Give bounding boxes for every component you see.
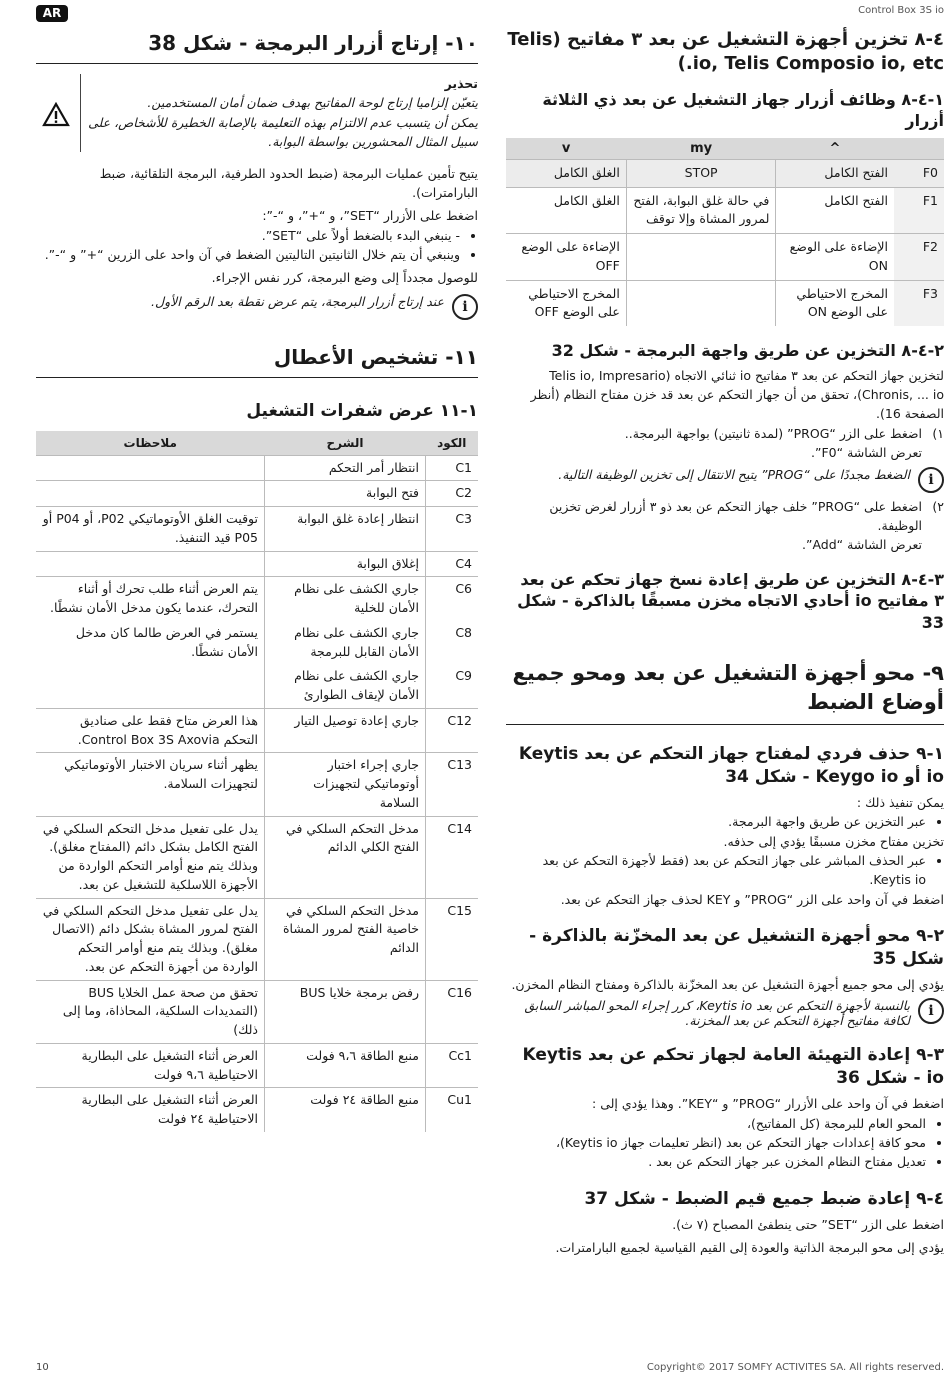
explanation-cell: مدخل التحكم السلكي في خاصية الفتح لمرور المشاة الدائم xyxy=(265,898,426,980)
explanation-cell: جاري إجراء اختبار أوتوماتيكي لتجهيزات السلامة xyxy=(265,753,426,816)
steps-8-4-2 xyxy=(506,424,944,463)
up-button-cell: المخرج الاحتياطي على الوضع ON xyxy=(776,280,894,326)
explanation-cell: رفض برمجة خلايا BUS xyxy=(265,980,426,1043)
list-item: • تعديل مفتاح النظام المخزن عبر جهاز التحكم عن بعد . xyxy=(506,1152,926,1171)
column-header-my: my xyxy=(626,138,776,160)
remote-buttons-table xyxy=(506,138,944,326)
table-row xyxy=(506,234,944,281)
info-note-text: عند إرتاج أزرار البرمجة، يتم عرض نقطة بعد الرقم الأول. xyxy=(151,293,444,309)
notes-cell: تحقق من صحة عمل الخلايا BUS (التمديدات السلكية، المحاذاة، وما إلى ذلك) xyxy=(36,980,265,1043)
section-9-3-title: ٣-٩ إعادة التهيئة العامة لجهاز تحكم عن بعد Keytis io - شكل 36 xyxy=(522,1045,944,1089)
notes-cell: العرض أثناء التشغيل على البطارية الاحتياطية ٩،٦ فولت xyxy=(36,1043,265,1088)
warning-line-2: يمكن أن يتسبب عدم الالتزام بهذه التعليمة بالإصابة الخطيرة للأشخاص، على سبيل المثال المحشورين بواسطة البوابة. xyxy=(88,114,478,150)
section-8-4-title: ٤-٨ تخزين أجهزة التشغيل عن بعد ٣ مفاتيح (Telis io, Telis Composio io, etc.) xyxy=(507,29,944,75)
code-cell: C1 xyxy=(426,455,479,481)
notes-cell: يدل على تفعيل مدخل التحكم السلكي في الفتح لمرور المشاة بشكل دائم (الاتصال مغلق). وبذلك يتم منع أوامر التحكم الواردة من أجهزة التحكم عن بعد. xyxy=(36,898,265,980)
my-button-cell xyxy=(626,234,776,281)
paragraph-9-1: يمكن تنفيذ ذلك : xyxy=(856,794,944,810)
steps-8-4-2-cont xyxy=(506,497,944,555)
page-number: 10 xyxy=(36,1362,49,1373)
list-item: تعرض الشاشة “F0”. xyxy=(811,445,922,461)
info-note xyxy=(36,294,478,320)
bullet-list-9-1-b xyxy=(506,851,944,890)
notes-cell: العرض أثناء التشغيل على البطارية الاحتياطية ٢٤ فولت xyxy=(36,1088,265,1132)
info-icon: i xyxy=(452,294,478,320)
warning-text xyxy=(81,74,478,152)
explanation-cell: انتظار أمر التحكم xyxy=(265,455,426,481)
left-column xyxy=(36,30,478,1132)
paragraph-lock-purpose: يتيح تأمين عمليات البرمجة (ضبط الحدود الطرفية، البرمجة التلقائية، ضبط البارامترات). xyxy=(99,165,478,200)
column-header-up: ^ xyxy=(776,138,894,160)
code-cell: C12 xyxy=(426,708,479,753)
paragraph-9-4-b: يؤدي إلى محو البرمجة الذاتية والعودة إلى القيم القياسية لجميع البارامترات. xyxy=(555,1240,944,1256)
notes-cell: يدل على تفعيل مدخل التحكم السلكي في الفتح الكامل بشكل دائم (المفتاح مغلق). وبذلك يتم منع أوامر التحكم الواردة من الأجهزة اللاسلكية للتشغيل عن بعد. xyxy=(36,816,265,898)
code-cell: C3 xyxy=(426,507,479,552)
table-row xyxy=(36,753,478,816)
code-cell: Cc1 xyxy=(426,1043,479,1088)
bullet-list-9-1 xyxy=(506,812,944,831)
explanation-cell: فتح البوابة xyxy=(265,481,426,507)
section-9-4-title: ٤-٩ إعادة ضبط جميع قيم الضبط - شكل 37 xyxy=(584,1188,944,1209)
paragraph-9-2: يؤدي إلى محو جميع أجهزة التشغيل عن بعد المخزّنة بالذاكرة ومفتاح النظام المخزن. xyxy=(511,977,944,993)
table-row xyxy=(36,577,478,621)
paragraph-press-buttons: اضغط على الأزرار “SET”، و “+”، و “-”: xyxy=(262,208,478,224)
operation-codes-table xyxy=(36,431,478,1132)
code-cell: C14 xyxy=(426,816,479,898)
table-row xyxy=(506,159,944,187)
notes-cell xyxy=(36,551,265,577)
down-button-cell: الإضاءة على الوضع OFF xyxy=(506,234,626,281)
code-cell: C9 xyxy=(455,668,472,684)
warning-title: تحذير xyxy=(444,76,478,91)
language-badge: AR xyxy=(36,5,68,22)
paragraph-9-1-a2: تخزين مفتاح مخزن مسبقًا يؤدي إلى حذفه. xyxy=(723,833,944,849)
warning-triangle-icon xyxy=(36,74,76,152)
table-row xyxy=(36,898,478,980)
info-icon: i xyxy=(918,467,944,493)
code-cell: C13 xyxy=(426,753,479,816)
up-button-cell: الفتح الكامل xyxy=(776,187,894,234)
subsection-11-1-title: ١-١١ عرض شفرات التشغيل xyxy=(246,400,478,421)
down-button-cell: الغلق الكامل xyxy=(506,187,626,234)
column-header-code: الكود xyxy=(426,431,479,456)
warning-box xyxy=(36,74,478,152)
bullet-list-lock-steps xyxy=(36,226,478,265)
table-row xyxy=(36,481,478,507)
explanation-cell: جاري الكشف على نظام الأمان للخلية xyxy=(265,577,426,621)
table-row xyxy=(506,280,944,326)
section-9-2-title: ٢-٩ محو أجهزة التشغيل عن بعد المخزّنة بالذاكرة - شكل 35 xyxy=(529,926,944,970)
notes-cell: توقيت الغلق الأوتوماتيكي P02، أو P04 أو P05 قيد التنفيذ. xyxy=(36,507,265,552)
table-row xyxy=(36,551,478,577)
notes-cell: يستمر في العرض طالما كان مدخل الأمان نشطًا. xyxy=(75,624,258,659)
table-row xyxy=(36,816,478,898)
info-note-text: بالنسبة لأجهزة التحكم عن بعد Keytis io، كرر إجراء المحو المباشر السابق لكافة مفاتيح أجهزة التحكم عن بعد المخزنة. xyxy=(524,998,910,1029)
notes-cell xyxy=(36,481,265,507)
paragraph-9-1-b2: اضغط في آن واحد على الزر “PROG” و KEY لحذف جهاز التحكم عن بعد. xyxy=(560,891,944,907)
notes-cell: هذا العرض متاح فقط على صناديق التحكم Control Box 3S Axovia. xyxy=(36,708,265,753)
paragraph-9-3: اضغط في آن واحد على الأزرار “PROG” و “KEY”. وهذا يؤدي إلى : xyxy=(592,1096,944,1112)
section-8-4-2-title: ٢-٤-٨ التخزين عن طريق واجهة البرمجة - شكل 32 xyxy=(551,341,944,361)
info-icon: i xyxy=(918,998,944,1024)
code-cell: C2 xyxy=(426,481,479,507)
bullet-list-9-3 xyxy=(506,1114,944,1172)
table-row xyxy=(36,507,478,552)
paragraph-9-4-a: اضغط على الزر “SET” حتى ينطفئ المصباح (٧ ث). xyxy=(672,1216,944,1232)
table-row xyxy=(36,664,478,708)
code-cell: C8 xyxy=(455,624,472,640)
down-button-cell: الغلق الكامل xyxy=(506,159,626,187)
explanation-cell: مدخل التحكم السلكي في الفتح الكلي الدائم xyxy=(265,816,426,898)
list-item: • عبر الحذف المباشر على جهاز التحكم عن بعد (فقط لأجهزة التحكم عن بعد Keytis io. xyxy=(506,851,926,890)
section-8-4-1-title: ١-٤-٨ وظائف أزرار جهاز التشغيل عن بعد ذي الثلاثة أزرار xyxy=(542,89,944,131)
down-button-cell: المخرج الاحتياطي على الوضع OFF xyxy=(506,280,626,326)
explanation-cell: انتظار إعادة غلق البوابة xyxy=(265,507,426,552)
document-title: Control Box 3S io xyxy=(858,5,944,16)
right-column xyxy=(506,28,944,1258)
column-header-notes: ملاحظات xyxy=(36,431,265,456)
list-item: ٢) اضغط على “PROG” خلف جهاز التحكم عن بعد ذو ٣ أزرار لغرض تخزين الوظيفة. xyxy=(549,498,944,533)
paragraph-8-4-2: لتخزين جهاز التحكم عن بعد ٣ مفاتيح io ثنائي الاتجاه (Telis io, Impresario Chronis, ... io)، تحقق من أن جهاز التحكم عن بعد قد خزن مفتاح النظام (أنظر الصفحة 16). xyxy=(530,367,944,422)
section-9-title: ٩- محو أجهزة التشغيل عن بعد ومحو جميع أوضاع الضبط xyxy=(506,659,944,725)
my-button-cell: STOP xyxy=(626,159,776,187)
list-item: تعرض الشاشة “Add”. xyxy=(801,537,922,553)
function-cell: F3 xyxy=(894,280,944,326)
explanation-cell: جاري الكشف على نظام الأمان لإيقاف الطوارئ xyxy=(265,664,426,708)
info-note xyxy=(506,467,944,493)
explanation-cell: جاري الكشف على نظام الأمان القابل للبرمجة xyxy=(265,621,426,665)
notes-cell: يتم العرض أثناء طلب تحرك أو أثناء التحرك، عندما يكون مدخل الأمان نشطًا. xyxy=(36,577,265,621)
notes-cell: يظهر أثناء سريان الاختبار الأوتوماتيكي لتجهيزات السلامة. xyxy=(36,753,265,816)
code-cell: C16 xyxy=(426,980,479,1043)
table-row xyxy=(36,1043,478,1088)
explanation-cell: إغلاق البوابة xyxy=(265,551,426,577)
column-header-down: v xyxy=(506,138,626,160)
section-11-title: ١١- تشخيص الأعطال xyxy=(36,344,478,378)
copyright: Copyright© 2017 SOMFY ACTIVITES SA. All rights reserved. xyxy=(646,1362,944,1373)
code-cell: C15 xyxy=(426,898,479,980)
section-9-1-title: ١-٩ حذف فردي لمفتاح جهاز التحكم عن بعد Keytis io أو Keygo io - شكل 34 xyxy=(518,744,944,788)
list-item: ١) اضغط على الزر “PROG” (لمدة ثانيتين) بواجهة البرمجة.. xyxy=(624,425,944,441)
list-item: • محو كافة إعدادات جهاز التحكم عن بعد (انظر تعليمات جهاز Keytis io)، xyxy=(506,1133,926,1152)
table-row xyxy=(36,455,478,481)
section-8-4-3-title: ٣-٤-٨ التخزين عن طريق إعادة نسخ جهاز تحكم عن بعد ٣ مفاتيح io أحادي الاتجاه مخزن مسبقًا بالذاكرة - شكل 33 xyxy=(517,569,944,632)
function-cell: F2 xyxy=(894,234,944,281)
list-item: • - ينبغي البدء بالضغط أولاً على “SET”. xyxy=(36,226,460,245)
my-button-cell: في حالة غلق البوابة، الفتح لمرور المشاة وإلا توقف xyxy=(626,187,776,234)
explanation-cell: منبع الطاقة ٩،٦ فولت xyxy=(265,1043,426,1088)
list-item: • عبر التخزين عن طريق واجهة البرمجة. xyxy=(506,812,926,831)
up-button-cell: الفتح الكامل xyxy=(776,159,894,187)
section-10-title: ١٠- إرتاج أزرار البرمجة - شكل 38 xyxy=(36,30,478,64)
table-row xyxy=(36,621,478,665)
explanation-cell: منبع الطاقة ٢٤ فولت xyxy=(265,1088,426,1132)
table-row xyxy=(36,980,478,1043)
table-row xyxy=(36,708,478,753)
explanation-cell: جاري إعادة توصيل التيار xyxy=(265,708,426,753)
list-item: • المحو العام للبرمجة (كل المفاتيح)، xyxy=(506,1114,926,1133)
list-item: • وينبغي أن يتم خلال الثانيتين التاليتين الضغط في آن واحد على الزرين “+” و “-”. xyxy=(36,245,460,264)
info-note-text: الضغط مجددًا على “PROG” يتيح الانتقال إلى تخزين الوظيفة التالية. xyxy=(558,466,910,482)
notes-cell xyxy=(36,664,265,708)
column-header-explanation: الشرح xyxy=(265,431,426,456)
function-cell: F0 xyxy=(894,159,944,187)
my-button-cell xyxy=(626,280,776,326)
code-cell: C6 xyxy=(426,577,479,621)
notes-cell xyxy=(36,455,265,481)
paragraph-repeat: للوصول مجدداً إلى وضع البرمجة، كرر نفس الإجراء. xyxy=(211,270,478,286)
function-cell: F1 xyxy=(894,187,944,234)
info-note xyxy=(506,998,944,1028)
table-row xyxy=(36,1088,478,1132)
code-cell: Cu1 xyxy=(426,1088,479,1132)
table-row xyxy=(506,187,944,234)
warning-line-1: يتعيّن إلزاميا إرتاج لوحة المفاتيح بهدف ضمان أمان المستخدمين. xyxy=(147,95,478,111)
code-cell: C4 xyxy=(426,551,479,577)
up-button-cell: الإضاءة على الوضع ON xyxy=(776,234,894,281)
